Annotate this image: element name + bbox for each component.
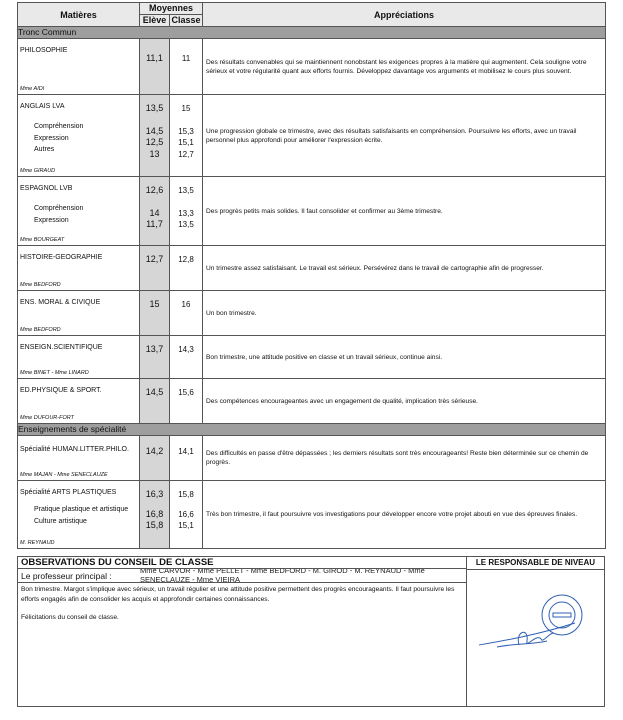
eleve-cell [140, 379, 170, 424]
classe-cell [170, 39, 203, 95]
subject-cell [18, 379, 140, 424]
header-eleve: Elève [140, 15, 170, 27]
sub-name: Compréhension [34, 123, 84, 130]
subject-cell [18, 39, 140, 95]
subject-name: ED.PHYSIQUE & SPORT. [20, 387, 102, 394]
grades-table [17, 2, 606, 549]
sub-classe: 15,3 [178, 126, 194, 136]
sub-classe: 15,1 [178, 521, 194, 530]
table-row [18, 177, 606, 246]
sub-classe: 13,3 [178, 208, 194, 218]
eleve-average: 15 [149, 299, 160, 309]
observations-text: Bon trimestre. Margot s'implique avec sérieux, un travail régulier et une attitude positive permettent des progrès encourageants. Il faut poursuivre les efforts engagés afin de consolider les acquis et approfondir certaines connaissances. [21, 586, 455, 603]
subject-name: Spécialité HUMAN.LITTER.PHILO. [20, 446, 129, 453]
stamp-signature-icon [467, 583, 604, 706]
subject-cell [18, 336, 140, 379]
classe-average: 16 [181, 300, 191, 309]
header-appreciations: Appréciations [203, 3, 606, 27]
table-row [18, 481, 606, 549]
classe-cell [170, 436, 203, 481]
subject-cell [18, 246, 140, 291]
classe-average: 15,6 [178, 388, 194, 397]
subject-cell [18, 481, 140, 549]
eleve-average: 14,2 [145, 446, 164, 456]
appreciation: Des compétences encourageantes avec un engagement de qualité, implication très sérieuse. [203, 379, 606, 424]
felicitations: Félicitations du conseil de classe. [21, 614, 119, 621]
table-row [18, 95, 606, 177]
teacher-name: Mme BEDFORD [20, 327, 61, 333]
sub-name: Culture artistique [34, 517, 87, 525]
table-row [18, 291, 606, 336]
sub-name: Pratique plastique et artistique [34, 506, 129, 513]
subject-name: PHILOSOPHIE [20, 47, 68, 54]
observations-body [18, 583, 467, 706]
subject-name: ESPAGNOL LVB [20, 185, 73, 192]
subject-cell [18, 436, 140, 481]
teacher-name: Mme BEDFORD [20, 282, 61, 288]
table-row [18, 436, 606, 481]
subject-cell [18, 177, 140, 246]
sub-eleve: 12,5 [145, 137, 164, 147]
eleve-average: 13,5 [145, 103, 164, 113]
observations-box [17, 556, 605, 707]
sub-name: Expression [34, 134, 69, 142]
header-classe: Classe [171, 15, 201, 25]
subject-name: ENS. MORAL & CIVIQUE [20, 299, 101, 306]
eleve-cell [140, 246, 170, 291]
stamp-outer-ring [542, 595, 582, 635]
classe-cell [170, 177, 203, 246]
eleve-cell [140, 481, 170, 549]
section-label: Tronc Commun [18, 27, 606, 39]
eleve-average: 11,1 [146, 53, 163, 63]
stamp-center-bar [553, 613, 571, 617]
teacher-name: Mme GIRAUD [20, 168, 56, 174]
classe-cell [170, 291, 203, 336]
sub-name: Expression [34, 216, 69, 224]
eleve-cell [140, 291, 170, 336]
eleve-average: 12,7 [145, 254, 164, 264]
teacher-name: Mme MAJAN - Mme SENECLAUZE [20, 472, 108, 478]
section-specialite [18, 424, 606, 436]
appreciation: Une progression globale ce trimestre, avec des résultats satisfaisants en compréhension. Poursuivre les efforts, avec un travail personnel plus approfondi pour améliorer l'expression écrite. [203, 95, 606, 177]
classe-average: 14,1 [178, 447, 194, 456]
eleve-cell [140, 95, 170, 177]
appreciation: Des difficultés en passe d'être dépassées ; les derniers résultats sont très encourageants! Reste bien déterminée sur ce chemin de progrès. [203, 436, 606, 481]
header-row [18, 3, 606, 15]
classe-cell [170, 481, 203, 549]
sub-eleve: 13 [149, 148, 160, 159]
teacher-name: Mme BOURGEAT [20, 237, 65, 243]
sub-classe: 16,6 [178, 509, 194, 519]
sub-classe: 15,1 [178, 138, 194, 147]
table-row [18, 336, 606, 379]
subject-cell [18, 95, 140, 177]
classe-average: 14,3 [178, 345, 194, 354]
signature-area [467, 583, 604, 706]
eleve-cell [140, 436, 170, 481]
appreciation: Bon trimestre, une attitude positive en classe et un travail sérieux, continue ainsi. [203, 336, 606, 379]
section-tronc-commun [18, 27, 606, 39]
subject-name: ANGLAIS LVA [20, 103, 65, 110]
pp-names: Mme CARVOR - Mme PELLET - Mme BEDFORD - M. GIROD - M. REYNAUD - Mme SENECLAUZE - Mme VIEIRA [140, 569, 425, 583]
classe-average: 12,8 [178, 255, 194, 264]
table-row [18, 246, 606, 291]
classe-average: 15 [181, 104, 191, 113]
sub-eleve: 14 [149, 207, 160, 218]
classe-average: 15,8 [178, 490, 194, 499]
classe-average: 11 [181, 54, 191, 63]
subject-name: HISTOIRE-GEOGRAPHIE [20, 254, 103, 261]
table-row [18, 39, 606, 95]
appreciation: Un trimestre assez satisfaisant. Le travail est sérieux. Persévérez dans le travail de cartographie afin de progresser. [203, 246, 606, 291]
appreciation: Très bon trimestre, il faut poursuivre vos investigations pour développer encore votre projet abouti en vue des épreuves finales. [203, 481, 606, 549]
classe-cell [170, 336, 203, 379]
sub-name: Compréhension [34, 205, 84, 212]
subject-name: Spécialité ARTS PLASTIQUES [20, 489, 117, 496]
eleve-average: 14,5 [145, 387, 164, 397]
responsable-title: LE RESPONSABLE DE NIVEAU [467, 557, 604, 570]
sub-eleve: 11,7 [146, 219, 163, 229]
sub-eleve: 15,8 [145, 520, 164, 530]
sub-eleve: 14,5 [145, 125, 164, 136]
professeur-principal-row [18, 569, 467, 583]
sub-eleve: 16,8 [145, 508, 164, 519]
appreciation: Un bon trimestre. [203, 291, 606, 336]
observations-title: OBSERVATIONS DU CONSEIL DE CLASSE [18, 557, 467, 569]
header-moyennes: Moyennes [140, 3, 203, 15]
subject-cell [18, 291, 140, 336]
teacher-name: Mme BINET - Mme LINARD [20, 370, 89, 376]
sub-name: Autres [34, 146, 55, 153]
pp-label: Le professeur principal : [21, 571, 112, 581]
eleve-cell [140, 39, 170, 95]
classe-cell [170, 95, 203, 177]
eleve-cell [140, 336, 170, 379]
appreciation: Des progrès petits mais solides. Il faut consolider et confirmer au 3ème trimestre. [203, 177, 606, 246]
sub-classe: 12,7 [178, 149, 194, 159]
sub-classe: 13,5 [178, 220, 194, 229]
eleve-average: 13,7 [145, 344, 164, 354]
classe-cell [170, 379, 203, 424]
eleve-average: 16,3 [145, 489, 164, 499]
section-label: Enseignements de spécialité [18, 424, 606, 436]
eleve-average: 12,6 [145, 185, 164, 195]
teacher-name: Mme AIDI [20, 86, 45, 92]
classe-average: 13,5 [178, 186, 194, 195]
teacher-name: M. REYNAUD [20, 540, 55, 546]
table-row [18, 379, 606, 424]
subject-name: ENSEIGN.SCIENTIFIQUE [20, 344, 103, 351]
eleve-cell [140, 177, 170, 246]
teacher-name: Mme DUFOUR-FORT [20, 415, 74, 421]
header-matieres: Matières [18, 3, 140, 27]
appreciation: Des résultats convenables qui se maintiennent nonobstant les exigences propres à la matière qui augmentent. Cela souligne votre sérieux et votre régularité quant aux efforts fournis. Développez davantage vos arguments et mobilisez le cours plus souvent. [203, 39, 606, 95]
signature-underline [497, 641, 547, 647]
classe-cell [170, 246, 203, 291]
